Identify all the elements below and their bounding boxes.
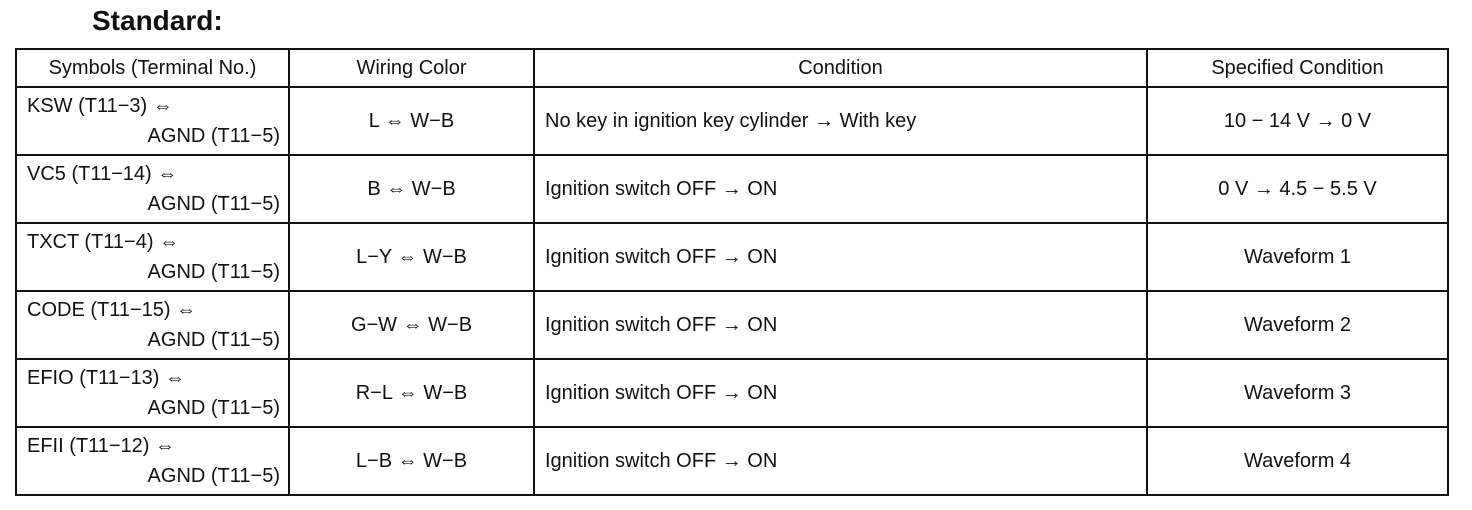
symbol-terminal: CODE (T11−15) ⇔ [27, 299, 197, 321]
symbol-cell [16, 427, 289, 495]
header-specified-condition: Specified Condition [1147, 49, 1448, 87]
header-wiring-color: Wiring Color [289, 49, 534, 87]
wiring-color-cell: L−B ⇔ W−B [289, 427, 534, 495]
specified-condition-cell: Waveform 2 [1147, 291, 1448, 359]
condition-cell: Ignition switch OFF → ON [534, 291, 1147, 359]
symbol-ground: AGND (T11−5) [147, 397, 280, 419]
specified-condition-cell: Waveform 3 [1147, 359, 1448, 427]
specified-condition-cell: 0 V → 4.5 − 5.5 V [1147, 155, 1448, 223]
symbol-terminal: EFII (T11−12) ⇔ [27, 435, 176, 457]
table-row [16, 291, 1448, 359]
specified-condition-cell: Waveform 4 [1147, 427, 1448, 495]
symbol-cell [16, 291, 289, 359]
symbol-ground: AGND (T11−5) [147, 125, 280, 147]
header-symbols: Symbols (Terminal No.) [16, 49, 289, 87]
specified-condition-cell: Waveform 1 [1147, 223, 1448, 291]
symbol-cell [16, 359, 289, 427]
wiring-color-cell: L ⇔ W−B [289, 87, 534, 155]
specified-condition-cell: 10 − 14 V → 0 V [1147, 87, 1448, 155]
table-row [16, 87, 1448, 155]
page-title: Standard: [92, 5, 223, 36]
condition-cell: Ignition switch OFF → ON [534, 359, 1147, 427]
symbol-ground: AGND (T11−5) [147, 261, 280, 283]
symbol-terminal: EFIO (T11−13) ⇔ [27, 367, 186, 389]
table-row [16, 427, 1448, 495]
symbol-ground: AGND (T11−5) [147, 329, 280, 351]
header-condition: Condition [534, 49, 1147, 87]
wiring-color-cell: L−Y ⇔ W−B [289, 223, 534, 291]
condition-cell: No key in ignition key cylinder → With key [534, 87, 1147, 155]
symbol-ground: AGND (T11−5) [147, 193, 280, 215]
condition-cell: Ignition switch OFF → ON [534, 223, 1147, 291]
symbol-ground: AGND (T11−5) [147, 465, 280, 487]
table-row [16, 359, 1448, 427]
symbol-terminal: VC5 (T11−14) ⇔ [27, 163, 178, 185]
wiring-color-cell: B ⇔ W−B [289, 155, 534, 223]
standard-table [15, 48, 1449, 496]
wiring-color-cell: R−L ⇔ W−B [289, 359, 534, 427]
table-row [16, 223, 1448, 291]
condition-cell: Ignition switch OFF → ON [534, 427, 1147, 495]
condition-cell: Ignition switch OFF → ON [534, 155, 1147, 223]
wiring-color-cell: G−W ⇔ W−B [289, 291, 534, 359]
symbol-cell [16, 223, 289, 291]
symbol-cell [16, 155, 289, 223]
symbol-terminal: TXCT (T11−4) ⇔ [27, 231, 180, 253]
table-row [16, 155, 1448, 223]
symbol-terminal: KSW (T11−3) ⇔ [27, 95, 173, 117]
symbol-cell [16, 87, 289, 155]
header-row [16, 49, 1448, 87]
